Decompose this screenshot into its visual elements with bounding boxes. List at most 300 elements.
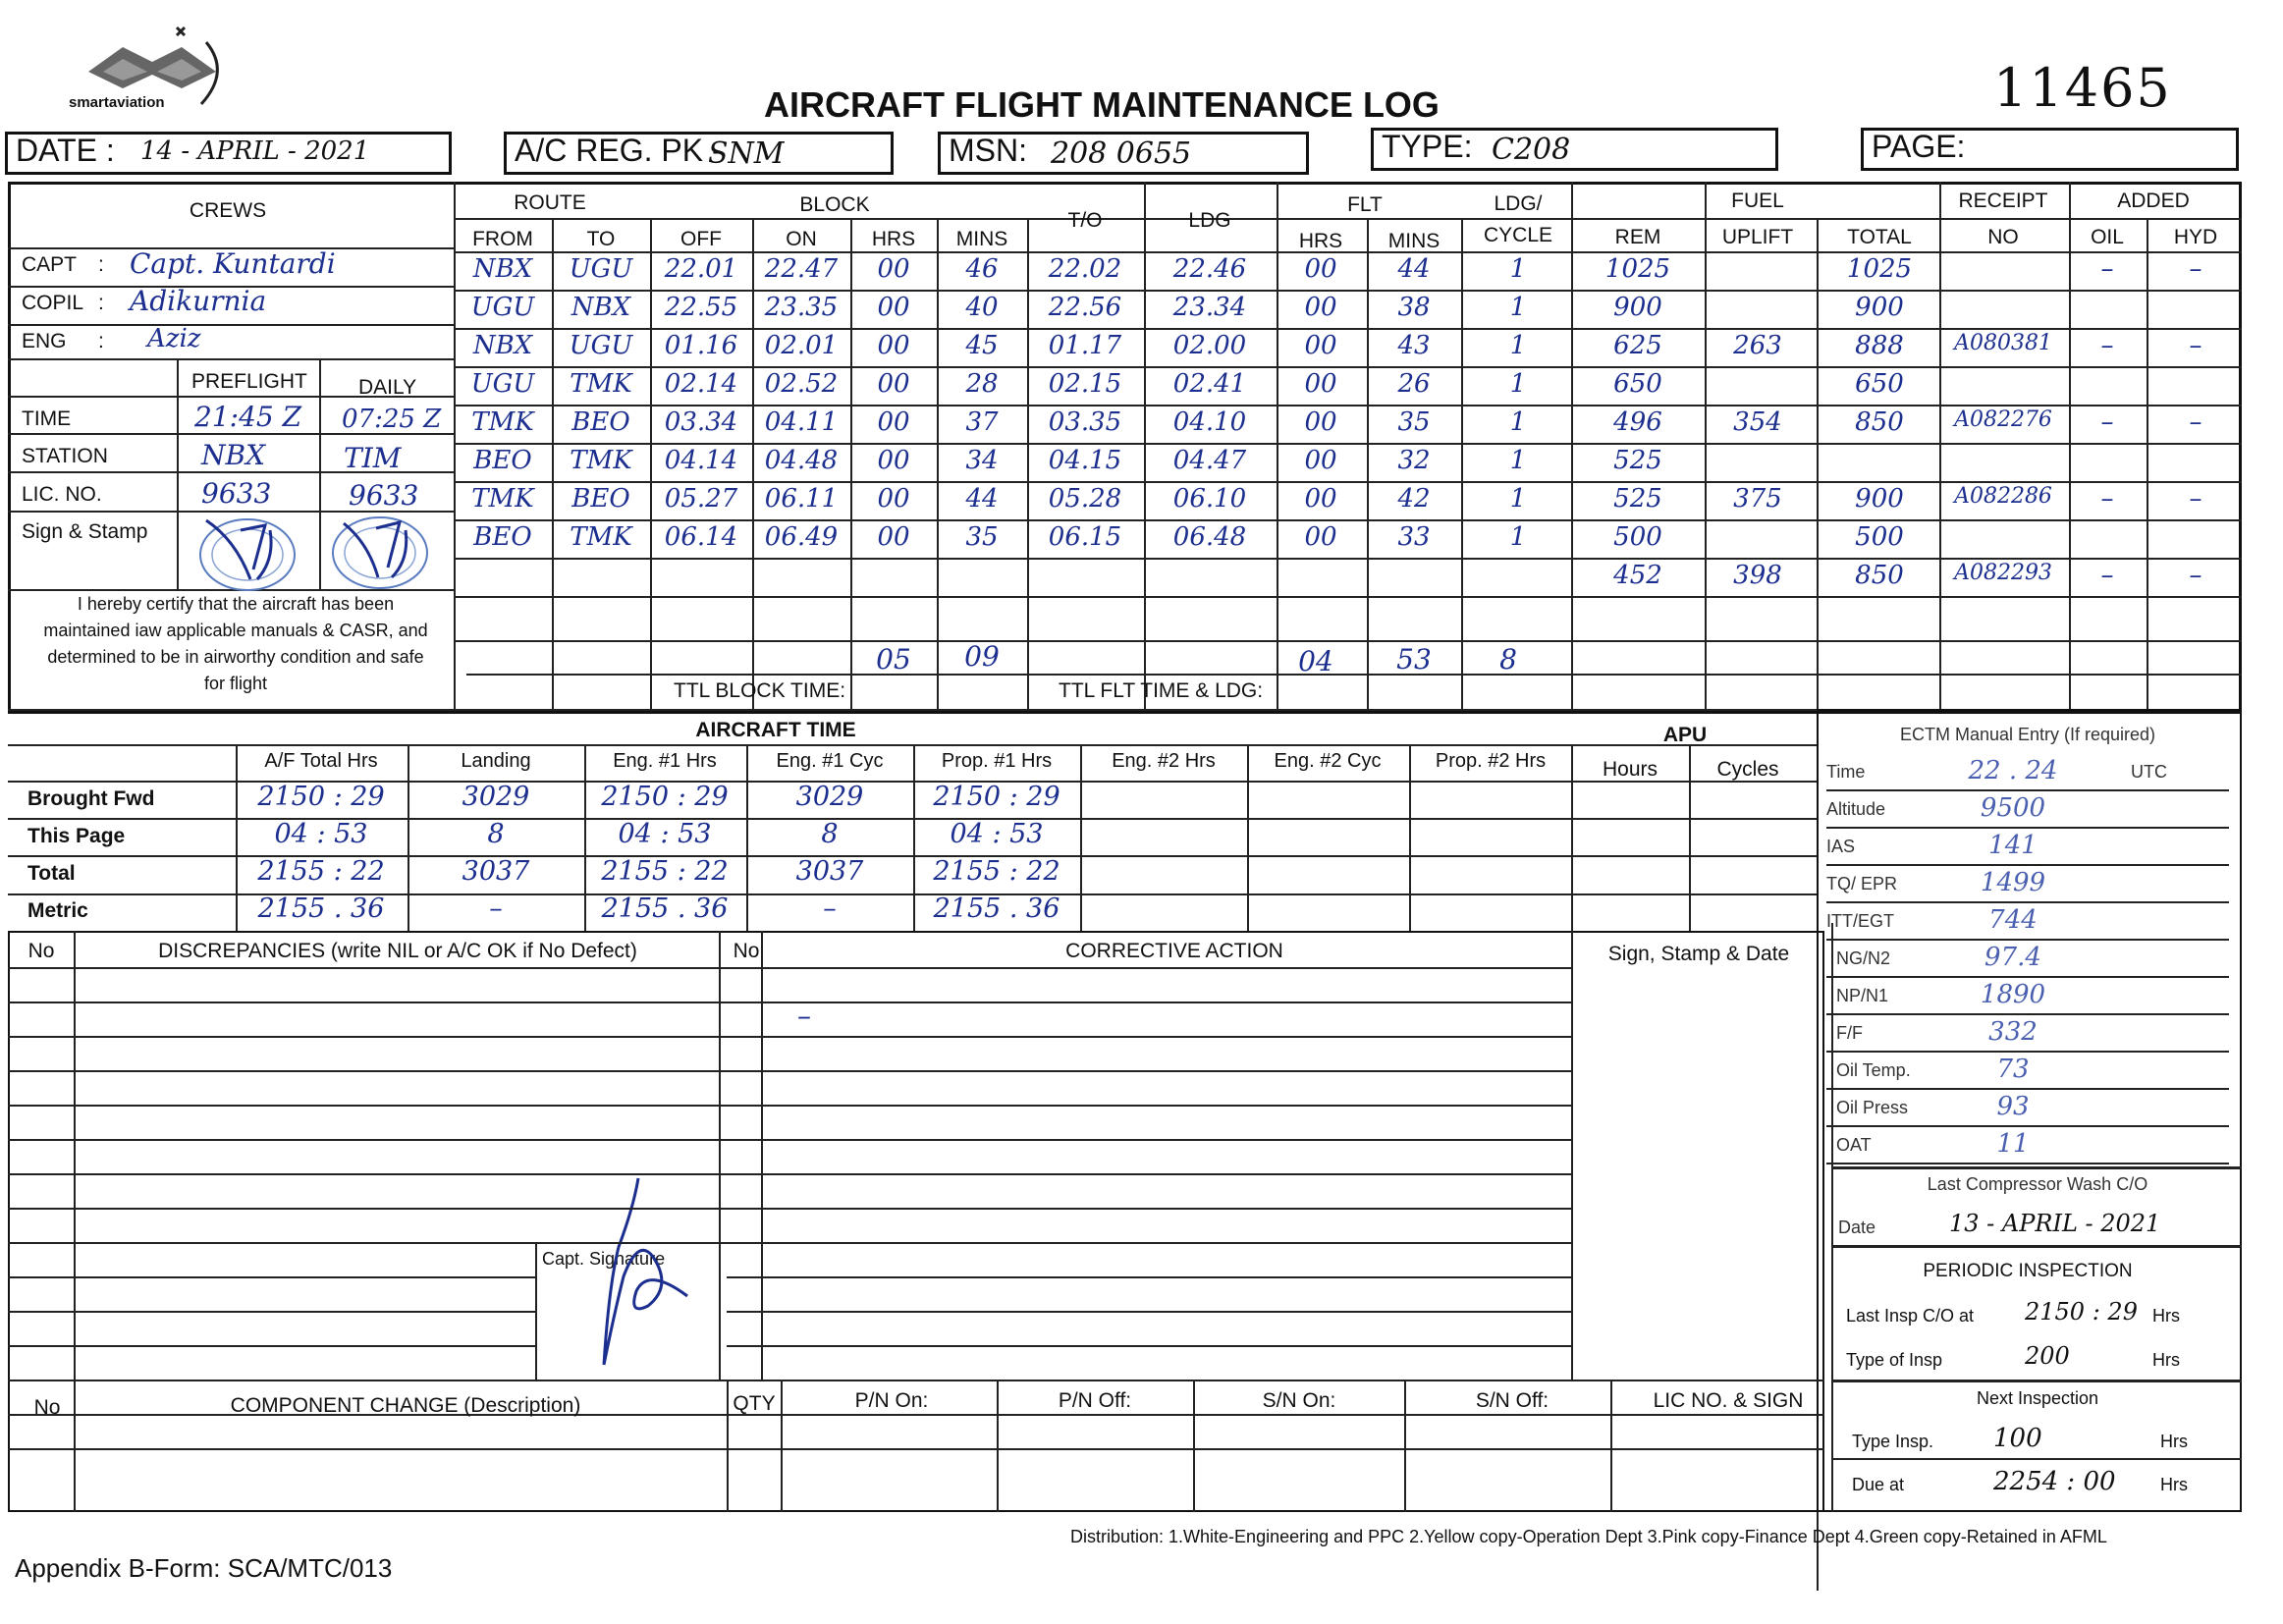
flight-cell-mins[interactable]: 40 xyxy=(965,293,999,322)
flight-cell-on[interactable]: 04.48 xyxy=(764,446,839,475)
grid-line xyxy=(719,931,721,1380)
ectm-value-altitude[interactable]: 9500 xyxy=(1980,793,2046,823)
flight-cell-ldg[interactable]: 22.46 xyxy=(1172,254,1247,284)
flight-cell-t_o[interactable]: 02.15 xyxy=(1048,369,1122,399)
grid-line xyxy=(74,931,76,1380)
flight-cell-fhrs[interactable]: 00 xyxy=(1304,446,1337,475)
grid-line xyxy=(1404,1380,1406,1512)
flight-cell-rem[interactable]: 1025 xyxy=(1604,254,1671,284)
corrective-action-header: CORRECTIVE ACTION xyxy=(1065,940,1283,962)
grid-line xyxy=(727,1173,1571,1175)
flight-cell-rem[interactable]: 500 xyxy=(1613,522,1662,552)
flight-cell-oil[interactable]: – xyxy=(2100,407,2114,437)
ac-time-col-header: Eng. #1 Cyc xyxy=(776,750,884,772)
added-header: ADDED xyxy=(2117,189,2190,212)
flight-cell-t_o[interactable]: 01.17 xyxy=(1048,331,1122,360)
flight-cell-off[interactable]: 05.27 xyxy=(664,484,738,514)
flight-cell-receipt[interactable]: A082286 xyxy=(1954,484,2052,509)
compressor-wash-title: Last Compressor Wash C/O xyxy=(1927,1174,2148,1194)
grid-line xyxy=(1571,931,1573,1380)
flight-cell-total[interactable]: 1025 xyxy=(1846,254,1913,284)
flight-cell-cyc[interactable]: 1 xyxy=(1509,254,1527,284)
preflight-time[interactable]: 21:45 Z xyxy=(194,401,302,433)
flight-cell-receipt[interactable]: A080381 xyxy=(1954,331,2052,355)
flight-cell-to[interactable]: BEO xyxy=(571,407,630,437)
flight-cell-t_o[interactable]: 22.02 xyxy=(1048,254,1122,284)
flight-cell-mins[interactable]: 35 xyxy=(965,522,999,552)
flight-cell-fmins[interactable]: 32 xyxy=(1397,446,1431,475)
ectm-label: Oil Press xyxy=(1836,1098,1909,1117)
flight-cell-from[interactable]: TMK xyxy=(471,407,534,437)
reg-label: A/C REG. PK - xyxy=(515,133,723,168)
flight-cell-fmins[interactable]: 38 xyxy=(1397,293,1431,322)
flight-cell-rem[interactable]: 650 xyxy=(1613,369,1662,399)
flight-cell-rem[interactable]: 625 xyxy=(1613,331,1662,360)
flight-cell-hrs[interactable]: 00 xyxy=(877,331,910,360)
ac-time-value[interactable]: 2155 : 22 xyxy=(257,856,385,887)
grid-line xyxy=(727,1345,1571,1347)
certify-line-2: maintained iaw applicable manuals & CASR, and xyxy=(43,621,428,640)
flight-cell-rem[interactable]: 525 xyxy=(1613,446,1662,475)
flight-cell-ldg[interactable]: 02.41 xyxy=(1172,369,1247,399)
flight-cell-on[interactable]: 02.01 xyxy=(764,331,839,360)
next-inspection-title: Next Inspection xyxy=(1976,1388,2099,1408)
flight-cell-off[interactable]: 04.14 xyxy=(664,446,738,475)
next-inspection-label: Type Insp. xyxy=(1852,1432,1934,1451)
block-hrs-header: HRS xyxy=(871,228,916,250)
ectm-title: ECTM Manual Entry (If required) xyxy=(1899,725,2156,744)
grid-line xyxy=(727,1276,1571,1278)
flight-cell-oil[interactable]: – xyxy=(2100,331,2114,360)
copil-label: COPIL xyxy=(22,292,84,314)
ldg-cycle-header-1: LDG/ xyxy=(1494,192,1543,215)
ac-time-value[interactable]: 2155 . 36 xyxy=(933,893,1060,924)
flight-cell-off[interactable]: 02.14 xyxy=(664,369,738,399)
flight-cell-total[interactable]: 650 xyxy=(1855,369,1904,399)
flight-cell-mins[interactable]: 37 xyxy=(965,407,999,437)
flight-cell-hyd[interactable]: – xyxy=(2189,484,2202,514)
apu-header: APU xyxy=(1662,724,1708,746)
preflight-lic[interactable]: 9633 xyxy=(201,477,272,510)
flight-cell-cyc[interactable]: 1 xyxy=(1509,369,1527,399)
ttl-ldg[interactable]: 8 xyxy=(1499,643,1517,676)
flight-cell-on[interactable]: 04.11 xyxy=(764,407,839,437)
ac-time-col-header: Eng. #2 Cyc xyxy=(1274,750,1382,772)
flight-cell-oil[interactable]: – xyxy=(2100,561,2114,590)
flight-cell-t_o[interactable]: 04.15 xyxy=(1048,446,1122,475)
flight-cell-cyc[interactable]: 1 xyxy=(1509,484,1527,514)
ectm-value-oat[interactable]: 11 xyxy=(1996,1129,2030,1159)
ectm-value-time[interactable]: 22 . 24 xyxy=(1968,756,2058,785)
flight-cell-uplift[interactable]: 375 xyxy=(1733,484,1782,514)
grid-line xyxy=(8,1242,535,1244)
flight-cell-ldg[interactable]: 06.48 xyxy=(1172,522,1247,552)
eng-label: ENG xyxy=(22,330,67,352)
ac-time-row-label: Total xyxy=(27,862,76,885)
flight-cell-cyc[interactable]: 1 xyxy=(1509,522,1527,552)
flight-cell-rem[interactable]: 452 xyxy=(1613,561,1662,590)
msn-label: MSN: xyxy=(949,133,1027,168)
flight-cell-off[interactable]: 22.55 xyxy=(664,293,738,322)
form-title: AIRCRAFT FLIGHT MAINTENANCE LOG xyxy=(764,84,1440,125)
flight-cell-fhrs[interactable]: 00 xyxy=(1304,484,1337,514)
ectm-value-ng[interactable]: 97.4 xyxy=(1984,943,2041,972)
ac-time-col-header: Prop. #2 Hrs xyxy=(1435,750,1547,772)
ac-time-value[interactable]: – xyxy=(489,893,503,924)
ldg-cycle-header-2: CYCLE xyxy=(1483,224,1553,246)
ac-time-col-header: Eng. #2 Hrs xyxy=(1112,750,1216,772)
grid-line xyxy=(727,1242,1571,1244)
daily-time[interactable]: 07:25 Z xyxy=(342,405,442,434)
ttl-flt-mins[interactable]: 53 xyxy=(1396,643,1432,676)
flight-cell-on[interactable]: 06.11 xyxy=(764,484,839,514)
ectm-value-oiltemp[interactable]: 73 xyxy=(1996,1055,2030,1084)
ectm-time-unit: UTC xyxy=(2131,762,2167,782)
ectm-value-ff[interactable]: 332 xyxy=(1988,1017,2038,1047)
ldg-header: LDG xyxy=(1188,209,1231,232)
flight-cell-uplift[interactable]: 354 xyxy=(1733,407,1782,437)
pn-on-header: P/N On: xyxy=(854,1389,929,1412)
discrepancy-no-header: No xyxy=(27,940,55,962)
flight-cell-fhrs[interactable]: 00 xyxy=(1304,331,1337,360)
daily-label: DAILY xyxy=(358,376,417,399)
next-inspection-value-next_type[interactable]: 100 xyxy=(1993,1424,2042,1453)
grid-line xyxy=(727,1001,1571,1003)
ectm-label: TQ/ EPR xyxy=(1826,874,1898,893)
logo-text: smartaviation xyxy=(69,94,165,111)
periodic-label: Type of Insp xyxy=(1846,1350,1943,1370)
flight-cell-t_o[interactable]: 03.35 xyxy=(1048,407,1122,437)
flight-cell-fhrs[interactable]: 00 xyxy=(1304,254,1337,284)
on-header: ON xyxy=(786,228,817,250)
ttl-flt-hrs[interactable]: 04 xyxy=(1298,645,1333,677)
flight-cell-fhrs[interactable]: 00 xyxy=(1304,407,1337,437)
flight-cell-from[interactable]: UGU xyxy=(470,369,535,399)
flight-cell-ldg[interactable]: 23.34 xyxy=(1172,293,1247,322)
flight-cell-rem[interactable]: 525 xyxy=(1613,484,1662,514)
flight-cell-fhrs[interactable]: 00 xyxy=(1304,293,1337,322)
flight-cell-total[interactable]: 850 xyxy=(1855,407,1904,437)
flight-cell-total[interactable]: 500 xyxy=(1855,522,1904,552)
apu-hours-header: Hours xyxy=(1602,758,1658,781)
flight-cell-to[interactable]: UGU xyxy=(569,331,633,360)
oil-header: OIL xyxy=(2091,226,2124,248)
ac-time-value[interactable]: 04 : 53 xyxy=(618,819,712,849)
ectm-value-tq[interactable]: 1499 xyxy=(1980,868,2046,897)
flight-cell-mins[interactable]: 44 xyxy=(965,484,999,514)
flt-header: FLT xyxy=(1347,193,1383,216)
flight-cell-off[interactable]: 03.34 xyxy=(664,407,738,437)
flight-cell-on[interactable]: 23.35 xyxy=(764,293,839,322)
compressor-date-label: Date xyxy=(1838,1218,1876,1237)
ac-time-value[interactable]: 3029 xyxy=(795,782,864,812)
flight-cell-cyc[interactable]: 1 xyxy=(1509,331,1527,360)
next-inspection-value-due[interactable]: 2254 : 00 xyxy=(1993,1467,2116,1496)
flight-cell-cyc[interactable]: 1 xyxy=(1509,293,1527,322)
ac-time-col-header: Eng. #1 Hrs xyxy=(613,750,717,772)
ttl-block-hrs[interactable]: 05 xyxy=(876,643,911,676)
grid-line xyxy=(8,1380,1824,1381)
ac-time-value[interactable]: 04 : 53 xyxy=(274,819,368,849)
ac-time-value[interactable]: 2150 : 29 xyxy=(601,782,729,812)
grid-line xyxy=(535,1242,537,1380)
ectm-label: ITT/EGT xyxy=(1826,911,1894,931)
flight-cell-total[interactable]: 900 xyxy=(1855,484,1904,514)
flight-cell-receipt[interactable]: A082276 xyxy=(1954,407,2052,432)
page-label: PAGE: xyxy=(1872,129,1966,164)
grid-line xyxy=(8,1276,535,1278)
flight-cell-from[interactable]: BEO xyxy=(473,446,532,475)
off-header: OFF xyxy=(680,228,722,250)
flight-cell-ldg[interactable]: 06.10 xyxy=(1172,484,1247,514)
flight-cell-uplift[interactable]: 263 xyxy=(1733,331,1782,360)
flight-cell-t_o[interactable]: 22.56 xyxy=(1048,293,1122,322)
ac-time-value[interactable]: 2155 : 22 xyxy=(933,856,1060,887)
ac-time-value[interactable]: – xyxy=(823,893,837,924)
grid-line xyxy=(997,1380,999,1512)
flight-cell-on[interactable]: 22.47 xyxy=(764,254,839,284)
flight-cell-mins[interactable]: 45 xyxy=(965,331,999,360)
appendix-label: Appendix B-Form: SCA/MTC/013 xyxy=(15,1553,393,1583)
flight-cell-fhrs[interactable]: 00 xyxy=(1304,522,1337,552)
flight-cell-fmins[interactable]: 35 xyxy=(1397,407,1431,437)
grid-line xyxy=(74,1380,76,1512)
crews-header: CREWS xyxy=(189,199,267,222)
flt-hrs-header: HRS xyxy=(1298,230,1343,252)
flight-cell-total[interactable]: 850 xyxy=(1855,561,1904,590)
receipt-header: RECEIPT xyxy=(1958,189,2048,212)
flight-cell-fmins[interactable]: 44 xyxy=(1397,254,1431,284)
grid-line xyxy=(727,1311,1571,1313)
ectm-value-ias[interactable]: 141 xyxy=(1988,831,2038,860)
qty-header: QTY xyxy=(733,1392,776,1415)
grid-line xyxy=(8,1448,1824,1450)
ectm-value-oilpress[interactable]: 93 xyxy=(1996,1092,2030,1121)
flight-cell-oil[interactable]: – xyxy=(2100,254,2114,284)
flight-cell-ldg[interactable]: 04.47 xyxy=(1172,446,1247,475)
flight-cell-hrs[interactable]: 00 xyxy=(877,446,910,475)
ac-time-value[interactable]: 2150 : 29 xyxy=(257,782,385,812)
flight-cell-to[interactable]: TMK xyxy=(570,369,632,399)
ectm-label: Altitude xyxy=(1826,799,1886,819)
ac-time-value[interactable]: 2155 . 36 xyxy=(257,893,385,924)
ac-time-value[interactable]: 3037 xyxy=(795,856,864,887)
flight-cell-total[interactable]: 900 xyxy=(1855,293,1904,322)
flight-cell-hyd[interactable]: – xyxy=(2189,561,2202,590)
flight-cell-off[interactable]: 22.01 xyxy=(664,254,738,284)
flight-cell-on[interactable]: 02.52 xyxy=(764,369,839,399)
discrepancies-header: DISCREPANCIES (write NIL or A/C OK if No Defect) xyxy=(158,940,637,962)
flight-cell-to[interactable]: UGU xyxy=(569,254,633,284)
periodic-value-type[interactable]: 200 xyxy=(2025,1342,2070,1370)
grid-line xyxy=(1193,1380,1195,1512)
ectm-label: Time xyxy=(1826,762,1866,782)
component-no-header: No xyxy=(33,1396,61,1419)
ac-time-value[interactable]: 2155 : 22 xyxy=(601,856,729,887)
flight-cell-from[interactable]: NBX xyxy=(472,254,533,284)
flight-cell-hrs[interactable]: 00 xyxy=(877,522,910,552)
flight-cell-total[interactable]: 888 xyxy=(1855,331,1904,360)
discrepancy-box xyxy=(8,931,1824,1512)
flight-cell-cyc[interactable]: 1 xyxy=(1509,446,1527,475)
flight-cell-off[interactable]: 01.16 xyxy=(664,331,738,360)
eng-name[interactable]: Aziz xyxy=(147,324,201,353)
ac-time-value[interactable]: 3029 xyxy=(462,782,530,812)
flight-cell-on[interactable]: 06.49 xyxy=(764,522,839,552)
ac-time-value[interactable]: 8 xyxy=(487,819,505,849)
flight-cell-rem[interactable]: 900 xyxy=(1613,293,1662,322)
flight-cell-hrs[interactable]: 00 xyxy=(877,369,910,399)
grid-line xyxy=(727,1139,1571,1141)
ac-time-col-header: Prop. #1 Hrs xyxy=(941,750,1053,772)
msn-value: 208 0655 xyxy=(1051,136,1192,171)
flight-cell-ldg[interactable]: 02.00 xyxy=(1172,331,1247,360)
sn-off-header: S/N Off: xyxy=(1475,1389,1549,1412)
capt-name[interactable]: Capt. Kuntardi xyxy=(130,247,336,280)
preflight-label: PREFLIGHT xyxy=(191,370,307,393)
periodic-value-last[interactable]: 2150 : 29 xyxy=(2025,1298,2138,1326)
flight-cell-hyd[interactable]: – xyxy=(2189,254,2202,284)
ttl-flt-label: TTL FLT TIME & LDG: xyxy=(1059,679,1264,702)
type-value: C208 xyxy=(1492,133,1571,167)
fuel-header: FUEL xyxy=(1731,189,1784,212)
flight-cell-oil[interactable]: – xyxy=(2100,484,2114,514)
flight-cell-hrs[interactable]: 00 xyxy=(877,254,910,284)
pn-off-header: P/N Off: xyxy=(1058,1389,1132,1412)
sign-stamp-date-header: Sign, Stamp & Date xyxy=(1607,943,1790,965)
component-change-header: COMPONENT CHANGE (Description) xyxy=(230,1394,581,1417)
flight-cell-hyd[interactable]: – xyxy=(2189,407,2202,437)
flight-cell-to[interactable]: TMK xyxy=(570,522,632,552)
flight-cell-hyd[interactable]: – xyxy=(2189,331,2202,360)
flight-cell-from[interactable]: TMK xyxy=(471,484,534,514)
from-header: FROM xyxy=(472,228,533,250)
flight-cell-hrs[interactable]: 00 xyxy=(877,293,910,322)
daily-lic[interactable]: 9633 xyxy=(349,479,419,512)
flight-cell-mins[interactable]: 28 xyxy=(965,369,999,399)
distribution-note: Distribution: 1.White-Engineering and PPC 2.Yellow copy-Operation Dept 3.Pink copy-Finance Dept 4.Green copy-Retained in AFML xyxy=(1070,1527,2107,1546)
flight-cell-fmins[interactable]: 33 xyxy=(1397,522,1431,552)
grid-line xyxy=(8,1345,535,1347)
fuel-total-header: TOTAL xyxy=(1847,226,1912,248)
grid-line xyxy=(727,1105,1571,1107)
flight-cell-rem[interactable]: 496 xyxy=(1613,407,1662,437)
flight-cell-from[interactable]: UGU xyxy=(470,293,535,322)
flight-cell-from[interactable]: BEO xyxy=(473,522,532,552)
flight-cell-hrs[interactable]: 00 xyxy=(877,407,910,437)
ectm-label: IAS xyxy=(1826,837,1856,856)
ectm-label: F/F xyxy=(1836,1023,1863,1043)
corrective-no-header: No xyxy=(733,940,760,962)
grid-line xyxy=(727,1036,1571,1038)
ac-time-col-header: Landing xyxy=(461,750,531,772)
ac-time-value[interactable]: 2150 : 29 xyxy=(933,782,1060,812)
reg-value: SNM xyxy=(708,136,785,171)
flt-mins-header: MINS xyxy=(1387,230,1440,252)
next-inspection-unit: Hrs xyxy=(2160,1475,2188,1494)
ectm-label: Oil Temp. xyxy=(1836,1060,1911,1080)
ectm-value-np[interactable]: 1890 xyxy=(1980,980,2046,1009)
flight-cell-fmins[interactable]: 26 xyxy=(1397,369,1431,399)
flight-cell-to[interactable]: NBX xyxy=(571,293,631,322)
certify-line-1: I hereby certify that the aircraft has been xyxy=(77,594,395,614)
takeoff-header: T/O xyxy=(1067,209,1103,232)
serial-number: 11465 xyxy=(1993,57,2172,119)
flight-cell-cyc[interactable]: 1 xyxy=(1509,407,1527,437)
flight-cell-t_o[interactable]: 05.28 xyxy=(1048,484,1122,514)
ac-time-row-label: Brought Fwd xyxy=(27,787,155,810)
flight-cell-fmins[interactable]: 43 xyxy=(1397,331,1431,360)
flight-cell-ldg[interactable]: 04.10 xyxy=(1172,407,1247,437)
ac-time-col-header: A/F Total Hrs xyxy=(264,750,378,772)
next-inspection-unit: Hrs xyxy=(2160,1432,2188,1451)
flight-cell-from[interactable]: NBX xyxy=(472,331,533,360)
flight-cell-receipt[interactable]: A082293 xyxy=(1954,561,2052,585)
sign-stamp-label: Sign & Stamp xyxy=(22,520,148,543)
grid-line xyxy=(727,1208,1571,1210)
ttl-block-mins[interactable]: 09 xyxy=(964,640,1000,673)
periodic-label: Last Insp C/O at xyxy=(1846,1306,1975,1326)
next-inspection-label: Due at xyxy=(1852,1475,1905,1494)
aircraft-time-header: AIRCRAFT TIME xyxy=(695,719,856,741)
ac-time-value[interactable]: 2155 . 36 xyxy=(601,893,729,924)
flight-cell-fhrs[interactable]: 00 xyxy=(1304,369,1337,399)
lic-sign-header: LIC NO. & SIGN xyxy=(1653,1389,1804,1412)
preflight-station[interactable]: NBX xyxy=(201,439,266,471)
date-value: 14 - APRIL - 2021 xyxy=(140,136,370,166)
grid-line xyxy=(727,1380,729,1512)
flight-cell-t_o[interactable]: 06.15 xyxy=(1048,522,1122,552)
apu-cycles-header: Cycles xyxy=(1716,758,1779,781)
daily-station[interactable]: TIM xyxy=(344,442,402,474)
periodic-inspection-title: PERIODIC INSPECTION xyxy=(1923,1261,2133,1281)
flight-cell-mins[interactable]: 46 xyxy=(965,254,999,284)
route-header: ROUTE xyxy=(514,191,586,214)
ectm-value-itt[interactable]: 744 xyxy=(1988,905,2038,935)
ectm-label: NG/N2 xyxy=(1836,948,1891,968)
flight-cell-to[interactable]: TMK xyxy=(570,446,632,475)
ac-time-value[interactable]: 04 : 53 xyxy=(950,819,1044,849)
flight-cell-uplift[interactable]: 398 xyxy=(1733,561,1782,590)
flight-cell-fmins[interactable]: 42 xyxy=(1397,484,1431,514)
certify-line-3: determined to be in airworthy condition and safe xyxy=(47,647,424,667)
ectm-label: NP/N1 xyxy=(1836,986,1889,1005)
ac-time-row-label: Metric xyxy=(27,899,88,922)
flight-cell-hrs[interactable]: 00 xyxy=(877,484,910,514)
grid-line xyxy=(727,1070,1571,1072)
station-label: STATION xyxy=(22,445,108,467)
receipt-no-header: NO xyxy=(1987,226,2019,248)
flight-cell-mins[interactable]: 34 xyxy=(965,446,999,475)
time-label: TIME xyxy=(22,407,72,430)
hyd-header: HYD xyxy=(2173,226,2218,248)
corrective-action-dash[interactable]: – xyxy=(797,1000,811,1032)
ttl-block-label: TTL BLOCK TIME: xyxy=(674,679,846,702)
capt-signature-label: Capt. Signature xyxy=(542,1249,666,1269)
flight-cell-to[interactable]: BEO xyxy=(571,484,630,514)
flight-cell-off[interactable]: 06.14 xyxy=(664,522,738,552)
grid-line xyxy=(727,967,1571,969)
grid-line xyxy=(761,931,763,1380)
ectm-label: OAT xyxy=(1836,1135,1872,1155)
grid-line xyxy=(8,1311,535,1313)
copil-name[interactable]: Adikurnia xyxy=(130,285,267,317)
ac-time-value[interactable]: 3037 xyxy=(462,856,530,887)
block-header: BLOCK xyxy=(799,193,870,216)
compressor-date-value[interactable]: 13 - APRIL - 2021 xyxy=(1949,1210,2161,1237)
ac-time-value[interactable]: 8 xyxy=(821,819,839,849)
periodic-unit: Hrs xyxy=(2152,1306,2180,1326)
